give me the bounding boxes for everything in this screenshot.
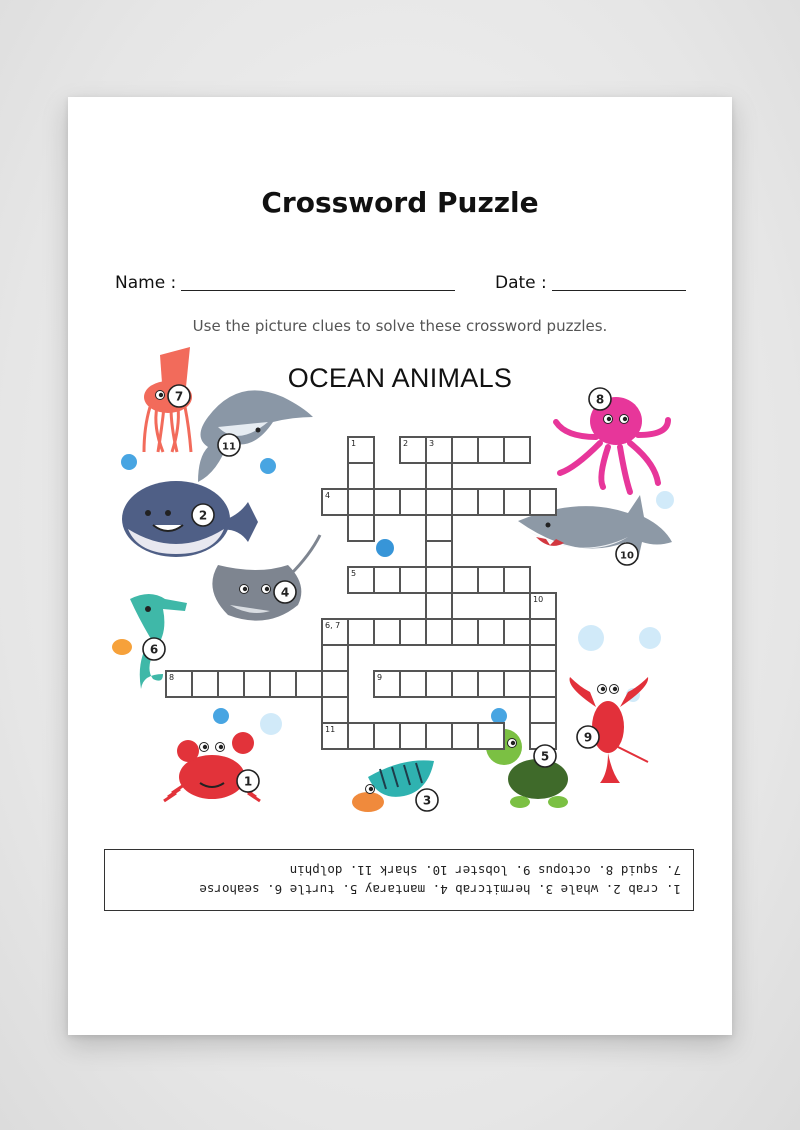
grid-cell	[400, 489, 426, 515]
pupil	[601, 687, 605, 691]
grid-cell	[426, 489, 452, 515]
answer-key-upside-down	[105, 850, 693, 910]
clue-badge	[534, 745, 556, 767]
grid-cell	[244, 671, 270, 697]
clue-badge	[416, 789, 438, 811]
pupil	[219, 745, 223, 749]
bubble	[656, 491, 674, 509]
grid-cell	[426, 619, 452, 645]
clue-badge-number: 11	[222, 441, 236, 453]
grid-cell	[426, 463, 452, 489]
clue-badge-number: 6	[149, 642, 159, 657]
clue-badge	[168, 385, 190, 407]
grid-cell	[348, 489, 374, 515]
clue-badge	[589, 388, 611, 410]
grid-number: 3	[429, 439, 435, 448]
bubble	[213, 708, 229, 724]
clue-badge	[218, 434, 240, 456]
grid-cell	[452, 437, 478, 463]
grid-cell	[530, 619, 556, 645]
grid-cell	[192, 671, 218, 697]
grid-cell	[478, 489, 504, 515]
clue-badge	[237, 770, 259, 792]
grid-cell	[322, 697, 348, 723]
grid-cell	[504, 437, 530, 463]
grid-cell	[530, 489, 556, 515]
grid-cell	[348, 723, 374, 749]
puzzle-subtitle: OCEAN ANIMALS	[287, 363, 513, 393]
grid-cell	[478, 437, 504, 463]
clue-badge-number: 10	[620, 550, 634, 562]
octopus-illustration	[556, 397, 668, 492]
grid-cell	[322, 645, 348, 671]
manta-ray-illustration	[212, 535, 320, 621]
grid-cell	[374, 567, 400, 593]
grid-cell	[478, 567, 504, 593]
eye	[546, 523, 551, 528]
grid-cell	[400, 723, 426, 749]
eye	[165, 510, 171, 516]
grid-cell	[504, 619, 530, 645]
grid-cell	[218, 671, 244, 697]
grid-cell	[452, 619, 478, 645]
eye	[145, 510, 151, 516]
clue-badge	[616, 543, 638, 565]
grid-cell	[348, 463, 374, 489]
clue-badge-number: 9	[583, 730, 593, 745]
clue-badge	[143, 638, 165, 660]
clue-badge-number: 2	[198, 508, 208, 523]
bubble	[260, 458, 276, 474]
grid-cell	[348, 515, 374, 541]
bubble	[376, 539, 394, 557]
grid-number: 6, 7	[325, 621, 341, 630]
grid-cell	[478, 723, 504, 749]
grid-cell	[452, 723, 478, 749]
name-label: Name :	[115, 273, 177, 293]
grid-cell	[374, 619, 400, 645]
pupil	[613, 687, 617, 691]
clue-badge	[274, 581, 296, 603]
grid-cell	[374, 723, 400, 749]
grid-number: 1	[351, 439, 357, 448]
page-title: Crossword Puzzle	[261, 186, 539, 219]
clue-badge-number: 4	[280, 585, 290, 600]
pupil	[369, 787, 373, 791]
clue-badge-number: 8	[595, 392, 605, 407]
grid-cell	[296, 671, 322, 697]
grid-cell	[530, 697, 556, 723]
pupil	[623, 417, 627, 421]
grid-number: 10	[533, 595, 544, 604]
bubble	[491, 708, 507, 724]
bubble	[578, 625, 604, 651]
grid-cell	[348, 619, 374, 645]
pupil	[203, 745, 207, 749]
grid-cell	[270, 671, 296, 697]
eye	[145, 606, 151, 612]
grid-cell	[530, 645, 556, 671]
grid-cell	[478, 619, 504, 645]
clue-badge-number: 5	[540, 749, 550, 764]
grid-cell	[426, 541, 452, 567]
instructions: Use the picture clues to solve these crossword puzzles.	[192, 317, 608, 335]
grid-number: 11	[325, 725, 336, 734]
clue-badge-number: 3	[422, 793, 432, 808]
grid-cell	[530, 671, 556, 697]
answer-key-box	[104, 849, 694, 911]
grid-number: 5	[351, 569, 357, 578]
clue-badge-number: 7	[174, 389, 184, 404]
grid-number: 9	[377, 673, 383, 682]
pupil	[607, 417, 611, 421]
worksheet-page	[68, 97, 732, 1035]
grid-number: 8	[169, 673, 175, 682]
grid-cell	[426, 515, 452, 541]
grid-cell	[400, 619, 426, 645]
grid-cell	[504, 489, 530, 515]
bubble	[260, 713, 282, 735]
dolphin-illustration	[198, 390, 313, 482]
bubble	[639, 627, 661, 649]
pupil	[265, 587, 269, 591]
grid-cell	[504, 671, 530, 697]
grid-cell	[374, 489, 400, 515]
grid-cell	[426, 593, 452, 619]
grid-number: 4	[325, 491, 331, 500]
clue-badge	[577, 726, 599, 748]
grid-cell	[322, 671, 348, 697]
grid-cell	[400, 671, 426, 697]
grid-number: 2	[403, 439, 409, 448]
grid-cell	[426, 723, 452, 749]
grid-cell	[400, 567, 426, 593]
pupil	[159, 393, 163, 397]
answer-key-line-1: 1. crab 2. whale 3. hermitcrab 4. mantaray 5. turtle 6. seahorse	[199, 882, 681, 897]
grid-cell	[452, 489, 478, 515]
date-label: Date :	[495, 273, 547, 293]
eye	[256, 428, 261, 433]
bubble	[121, 454, 137, 470]
whale-illustration	[122, 481, 258, 557]
grid-cell	[426, 671, 452, 697]
pupil	[511, 741, 515, 745]
pupil	[243, 587, 247, 591]
answer-key-line-2: 7. squid 8. octopus 9. lobster 10. shark 11. dolphin	[289, 863, 681, 878]
grid-cell	[452, 567, 478, 593]
grid-cell	[478, 671, 504, 697]
clue-badge	[192, 504, 214, 526]
clue-badge-number: 1	[243, 774, 253, 789]
grid-cell	[426, 567, 452, 593]
grid-cell	[452, 671, 478, 697]
grid-cell	[504, 567, 530, 593]
